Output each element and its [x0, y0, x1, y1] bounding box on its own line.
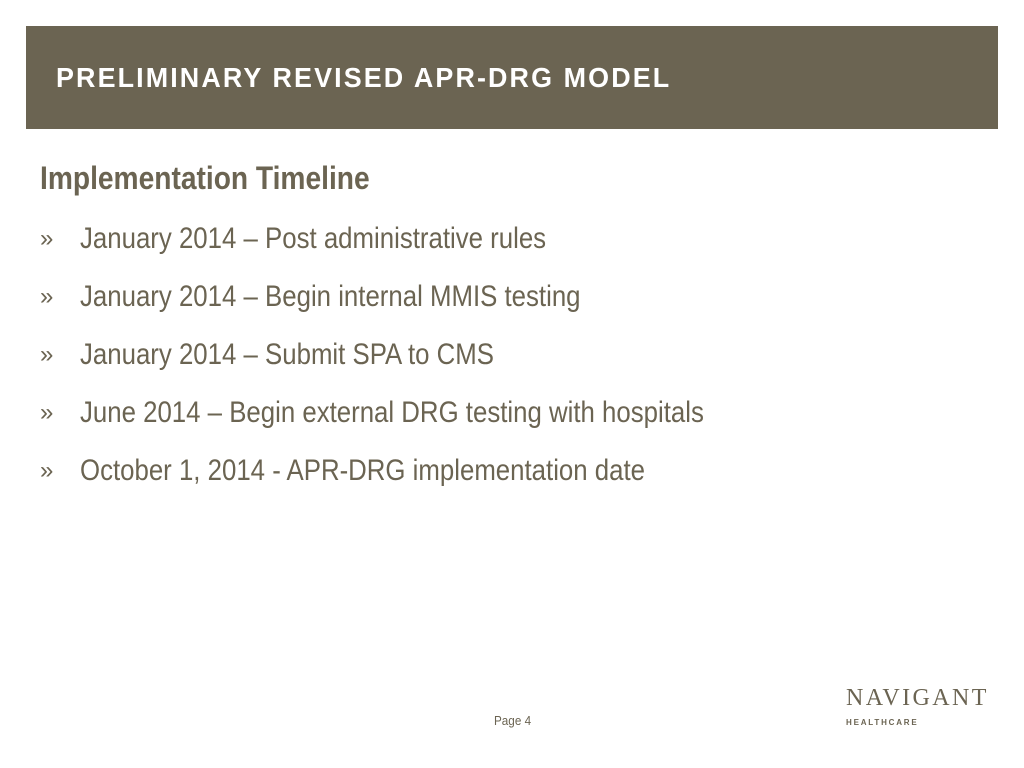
- list-item-text: January 2014 – Post administrative rules: [80, 222, 547, 255]
- title-bar: [26, 26, 998, 129]
- timeline-list: [40, 219, 805, 509]
- logo-wordmark: NAVIGANT: [846, 685, 989, 711]
- navigant-logo: [846, 684, 989, 730]
- slide-title: PRELIMINARY REVISED APR-DRG MODEL: [56, 62, 672, 93]
- bullet-marker-icon: »: [40, 399, 54, 426]
- bullet-marker-icon: »: [40, 341, 54, 368]
- list-item-text: January 2014 – Submit SPA to CMS: [80, 338, 494, 371]
- list-item: [40, 219, 805, 277]
- bullet-marker-icon: »: [40, 225, 54, 252]
- list-item-text: June 2014 – Begin external DRG testing with hospitals: [80, 396, 704, 429]
- list-item: [40, 335, 805, 393]
- list-item: [40, 451, 805, 509]
- section-heading: Implementation Timeline: [40, 160, 370, 196]
- page-number: Page 4: [494, 713, 532, 728]
- list-item-text: January 2014 – Begin internal MMIS testing: [80, 280, 581, 313]
- logo-subtitle: HEALTHCARE: [846, 718, 919, 727]
- bullet-marker-icon: »: [40, 457, 54, 484]
- list-item-text: October 1, 2014 - APR-DRG implementation date: [80, 454, 646, 487]
- list-item: [40, 277, 805, 335]
- list-item: [40, 393, 805, 451]
- bullet-marker-icon: »: [40, 283, 54, 310]
